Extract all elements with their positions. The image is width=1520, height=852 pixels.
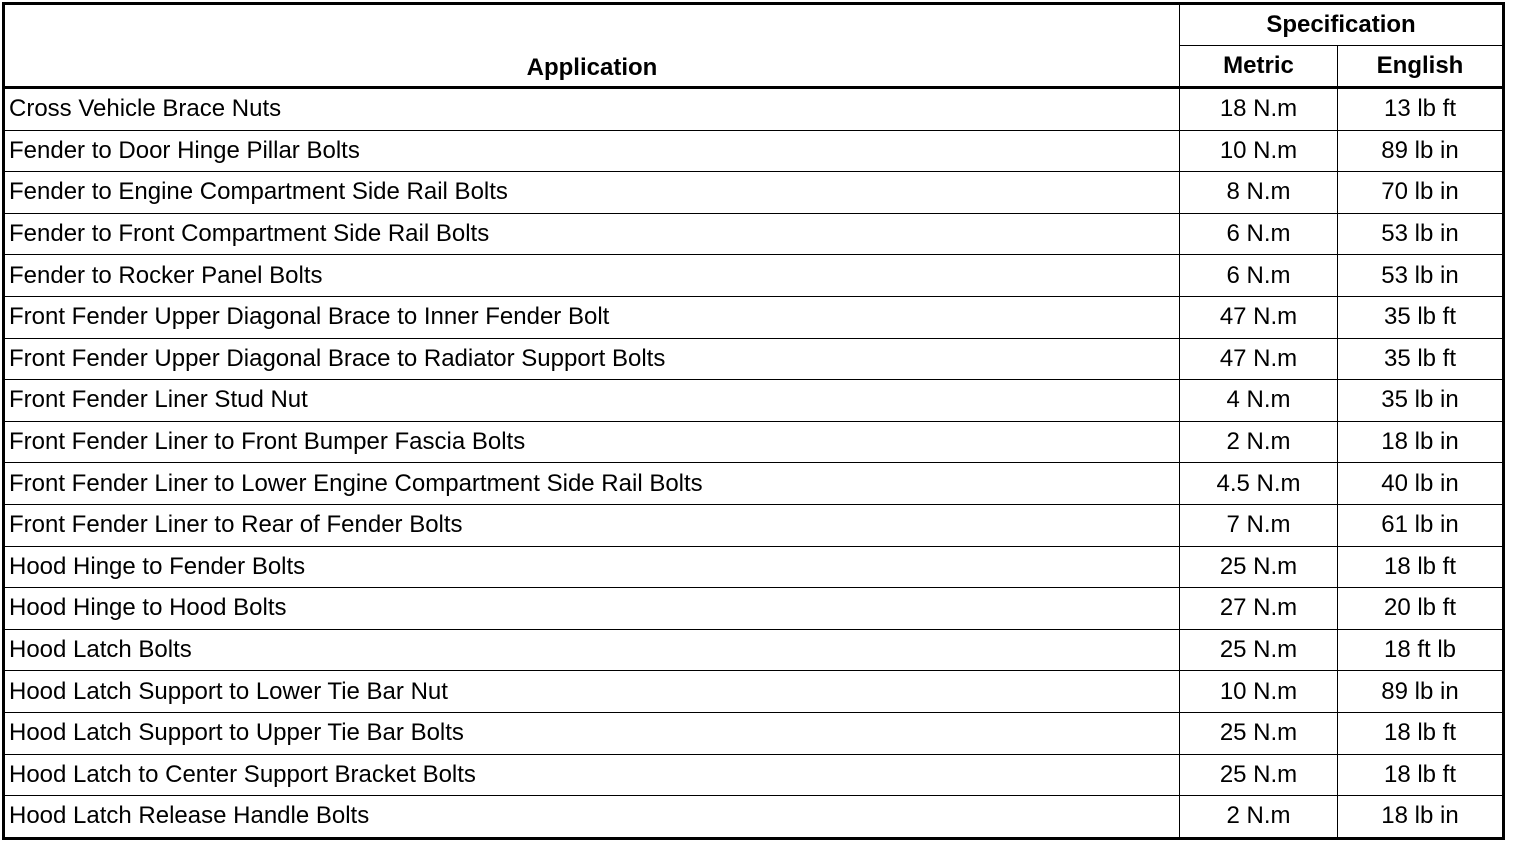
english-value-cell: 18 ft lb xyxy=(1338,629,1504,671)
english-value-cell: 18 lb in xyxy=(1338,796,1504,839)
metric-value-cell: 47 N.m xyxy=(1180,338,1338,380)
application-cell: Front Fender Liner to Lower Engine Compartment Side Rail Bolts xyxy=(4,463,1180,505)
table-row xyxy=(4,712,1504,754)
table-row xyxy=(4,588,1504,630)
application-cell: Fender to Engine Compartment Side Rail Bolts xyxy=(4,172,1180,214)
english-value-cell: 53 lb in xyxy=(1338,255,1504,297)
application-cell: Hood Latch to Center Support Bracket Bolts xyxy=(4,754,1180,796)
table-row xyxy=(4,671,1504,713)
english-value-cell: 35 lb in xyxy=(1338,380,1504,422)
english-value-cell: 18 lb ft xyxy=(1338,712,1504,754)
metric-value-cell: 25 N.m xyxy=(1180,546,1338,588)
table-row xyxy=(4,88,1504,131)
english-value-cell: 18 lb in xyxy=(1338,421,1504,463)
metric-value-cell: 2 N.m xyxy=(1180,796,1338,839)
table-row xyxy=(4,463,1504,505)
metric-value-cell: 25 N.m xyxy=(1180,754,1338,796)
application-cell: Front Fender Liner to Front Bumper Fascia Bolts xyxy=(4,421,1180,463)
english-value-cell: 40 lb in xyxy=(1338,463,1504,505)
metric-value-cell: 7 N.m xyxy=(1180,504,1338,546)
table-row xyxy=(4,380,1504,422)
metric-value-cell: 47 N.m xyxy=(1180,296,1338,338)
header-row-1 xyxy=(4,4,1504,46)
application-cell: Cross Vehicle Brace Nuts xyxy=(4,88,1180,131)
metric-value-cell: 27 N.m xyxy=(1180,588,1338,630)
application-cell: Hood Hinge to Fender Bolts xyxy=(4,546,1180,588)
application-cell: Hood Hinge to Hood Bolts xyxy=(4,588,1180,630)
english-value-cell: 89 lb in xyxy=(1338,130,1504,172)
table-row xyxy=(4,130,1504,172)
application-cell: Fender to Rocker Panel Bolts xyxy=(4,255,1180,297)
table-body xyxy=(4,88,1504,839)
fastener-spec-document xyxy=(2,2,1502,840)
table-row xyxy=(4,213,1504,255)
english-value-cell: 35 lb ft xyxy=(1338,296,1504,338)
metric-value-cell: 4.5 N.m xyxy=(1180,463,1338,505)
table-row xyxy=(4,629,1504,671)
application-cell: Fender to Door Hinge Pillar Bolts xyxy=(4,130,1180,172)
metric-value-cell: 6 N.m xyxy=(1180,255,1338,297)
english-column-header: English xyxy=(1338,46,1504,88)
table-row xyxy=(4,172,1504,214)
english-value-cell: 20 lb ft xyxy=(1338,588,1504,630)
metric-value-cell: 10 N.m xyxy=(1180,130,1338,172)
application-cell: Fender to Front Compartment Side Rail Bolts xyxy=(4,213,1180,255)
application-cell: Front Fender Liner to Rear of Fender Bolts xyxy=(4,504,1180,546)
metric-value-cell: 25 N.m xyxy=(1180,629,1338,671)
table-row xyxy=(4,796,1504,839)
application-cell: Front Fender Upper Diagonal Brace to Radiator Support Bolts xyxy=(4,338,1180,380)
table-row xyxy=(4,255,1504,297)
english-value-cell: 70 lb in xyxy=(1338,172,1504,214)
table-row xyxy=(4,504,1504,546)
application-cell: Hood Latch Support to Upper Tie Bar Bolts xyxy=(4,712,1180,754)
application-cell: Front Fender Liner Stud Nut xyxy=(4,380,1180,422)
table-row xyxy=(4,296,1504,338)
metric-value-cell: 10 N.m xyxy=(1180,671,1338,713)
metric-value-cell: 2 N.m xyxy=(1180,421,1338,463)
application-cell: Hood Latch Bolts xyxy=(4,629,1180,671)
metric-value-cell: 6 N.m xyxy=(1180,213,1338,255)
english-value-cell: 18 lb ft xyxy=(1338,546,1504,588)
fastener-spec-table xyxy=(2,2,1505,840)
english-value-cell: 89 lb in xyxy=(1338,671,1504,713)
application-cell: Hood Latch Support to Lower Tie Bar Nut xyxy=(4,671,1180,713)
table-row xyxy=(4,754,1504,796)
table-row xyxy=(4,421,1504,463)
english-value-cell: 61 lb in xyxy=(1338,504,1504,546)
metric-column-header: Metric xyxy=(1180,46,1338,88)
metric-value-cell: 8 N.m xyxy=(1180,172,1338,214)
table-row xyxy=(4,338,1504,380)
metric-value-cell: 25 N.m xyxy=(1180,712,1338,754)
english-value-cell: 53 lb in xyxy=(1338,213,1504,255)
metric-value-cell: 18 N.m xyxy=(1180,88,1338,131)
application-cell: Hood Latch Release Handle Bolts xyxy=(4,796,1180,839)
metric-value-cell: 4 N.m xyxy=(1180,380,1338,422)
table-header xyxy=(4,4,1504,88)
english-value-cell: 18 lb ft xyxy=(1338,754,1504,796)
application-cell: Front Fender Upper Diagonal Brace to Inner Fender Bolt xyxy=(4,296,1180,338)
english-value-cell: 13 lb ft xyxy=(1338,88,1504,131)
table-row xyxy=(4,546,1504,588)
application-column-header: Application xyxy=(4,4,1180,88)
english-value-cell: 35 lb ft xyxy=(1338,338,1504,380)
specification-group-header: Specification xyxy=(1180,4,1504,46)
